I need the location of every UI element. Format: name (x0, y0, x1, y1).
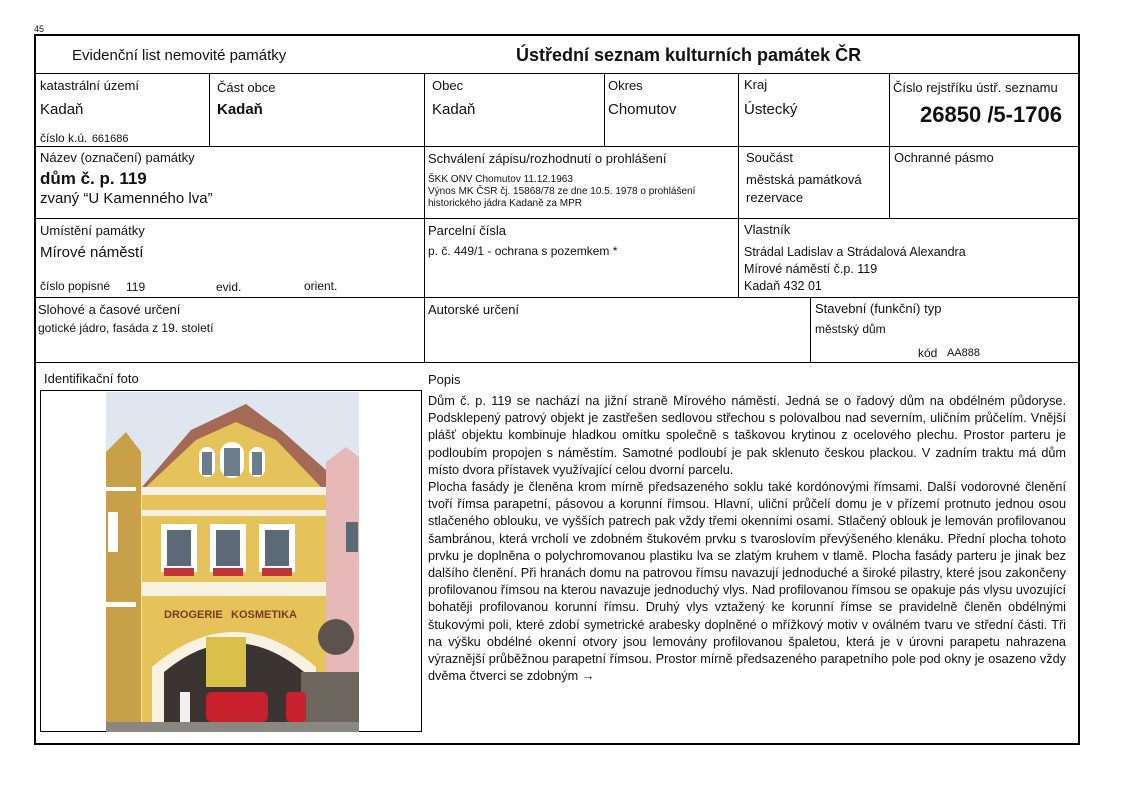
divider (35, 362, 1079, 363)
house-number-value: 119 (126, 280, 146, 294)
description-paragraph: Dům č. p. 119 se nachází na jižní straně Mírového náměstí. Jedná se o řadový dům na obdélném půdoryse. Podsklepený patrový objekt je zastřešen sedlovou střechou s polovalbou nad severním, uličním průčelím. Vnější plášť objektu kombinuje hladkou omítku společně s taškovou krytinou z ocelového plechu. Prostor parteru je podloubím propojen s náměstím. Samotné podloubí je pak sklenuto českou plackou. V zadním traktu má dům místo dvora přístavek využívající celou dvorní parcelu. (428, 394, 1066, 477)
author-label: Autorské určení (428, 302, 520, 317)
approval-label: Schválení zápisu/rozhodnutí o prohlášení (428, 151, 667, 166)
divider (35, 218, 1079, 219)
municipality-label: Obec (432, 78, 464, 93)
monument-name: dům č. p. 119 (40, 169, 147, 188)
description-label: Popis (428, 372, 461, 387)
town-part-value: Kadaň (217, 101, 263, 118)
identification-photo (106, 392, 359, 732)
register-number (920, 102, 1062, 128)
orientation-number-label: orient. (304, 279, 338, 293)
town-part-label: Část obce (217, 80, 276, 95)
monument-nickname: zvaný “U Kamenného lva” (40, 190, 213, 207)
divider (209, 73, 210, 146)
region-label: Kraj (744, 77, 768, 92)
register-number-main: 26850 (920, 102, 982, 127)
divider (35, 146, 1079, 147)
district-label: Okres (608, 78, 643, 93)
cadastral-area-label: katastrální území (40, 78, 139, 93)
shop-sign-right: KOSMETIKA (231, 609, 297, 621)
protection-zone-label: Ochranné pásmo (894, 150, 994, 165)
divider (35, 73, 1079, 74)
owner-label: Vlastník (744, 222, 791, 237)
district-value: Chomutov (608, 101, 677, 118)
description-text (428, 393, 1066, 685)
parcel-value: p. č. 449/1 - ochrana s pozemkem * (428, 244, 618, 258)
owner-value (744, 244, 966, 295)
region-value: Ústecký (744, 101, 798, 118)
divider (889, 73, 890, 219)
cadastral-number-label: číslo k.ú. (40, 131, 88, 145)
owner-street: Mírové náměstí č.p. 119 (744, 262, 878, 276)
divider (810, 297, 811, 363)
divider (35, 297, 1079, 298)
approval-line-2: Výnos MK ČSR čj. 15868/78 ze dne 10.5. 1978 o prohlášení historického jádra Kadaně za MPR (428, 186, 696, 209)
building-type-value: městský dům (815, 322, 886, 336)
sheet-title: Evidenční list nemovité památky (72, 47, 287, 64)
location-value: Mírové náměstí (40, 244, 144, 261)
code-value: AA888 (947, 347, 981, 359)
evidence-number-label: evid. (216, 280, 242, 294)
owner-city: Kadaň 432 01 (744, 279, 822, 293)
description-paragraph: Plocha fasády je členěna krom mírně předsazeného soklu také kordónovými římsami. Další vodorovné členění tvoří římsa parapetní, pásovou a korunní římsou. Hlavní, uliční průčelí domu je v přízemí protnuto jednou osou stlačeného oblouku, ve vyšších patrech pak vždy třemi okenními osami. Stlačený oblouk je lemován profilovanou šambránou, která vrcholí ve zdobném štukovém prvku s tvaroslovím převýšeného klenáku. Přední plocha tohoto prvku je doplněna o polychromovanou plastiku lva se zlatým kruhem v tlamě. Plocha fasády parteru je jinak bez dalšího členění. Při hranách domu na patrovou římsu navazují jednoduché a široké pilastry, které jsou zakončeny profilovanou římsou na kterou navazuje jednoduchý vlys. Nad profilovanou římsou se opakuje pás vlysu uvozující bohatěji profilovanou korunní římsu. Druhý vlys vztažený ke korunní římse se pravidelně členěn obdélnými štukovými poli, které zdobí symetrické arabesky doplněné o mřížkový motiv v oválném tvaru ve střední části. Tři na výšku obdélné okenní otvory jsou lemovány profilovanou špaletou, která je v úrovni parapetu nahrazena výraznější průběžnou parapetní římsou. Prostor mírně předsazeného parapetního pole pod okny je osazeno vždy dvěma čtverci se zdobným → (428, 480, 1066, 684)
style-date-value: gotické jádro, fasáda z 19. století (38, 321, 214, 335)
photo-label: Identifikační foto (44, 371, 139, 386)
component-label: Součást (746, 150, 793, 165)
parcel-label: Parcelní čísla (428, 223, 507, 238)
cadastral-number-value: 661686 (91, 133, 129, 145)
municipality-value: Kadaň (432, 101, 476, 118)
location-label: Umístění památky (40, 223, 145, 238)
cadastral-area-value: Kadaň (40, 101, 84, 118)
component-value: městská památková rezervace (746, 172, 862, 205)
monument-name-label: Název (označení) památky (40, 150, 195, 165)
style-date-label: Slohové a časové určení (38, 302, 181, 317)
house-number-label: číslo popisné (40, 279, 111, 293)
shop-sign-left: DROGERIE (164, 609, 223, 621)
approval-line-1: ŠKK ONV Chomutov 11.12.1963 (428, 174, 573, 185)
register-number-suffix: /5-1706 (987, 102, 1062, 127)
page-number: 45 (34, 24, 45, 34)
code-label: kód (918, 346, 938, 360)
divider (604, 73, 605, 146)
cadastral-number (40, 129, 129, 147)
divider (738, 73, 739, 298)
owner-name: Strádal Ladislav a Strádalová Alexandra (744, 245, 966, 259)
register-number-label: Číslo rejstříku ústř. seznamu (893, 80, 1058, 95)
divider (424, 73, 425, 363)
register-title: Ústřední seznam kulturních památek ČR (516, 45, 862, 65)
building-type-label: Stavební (funkční) typ (815, 301, 942, 316)
